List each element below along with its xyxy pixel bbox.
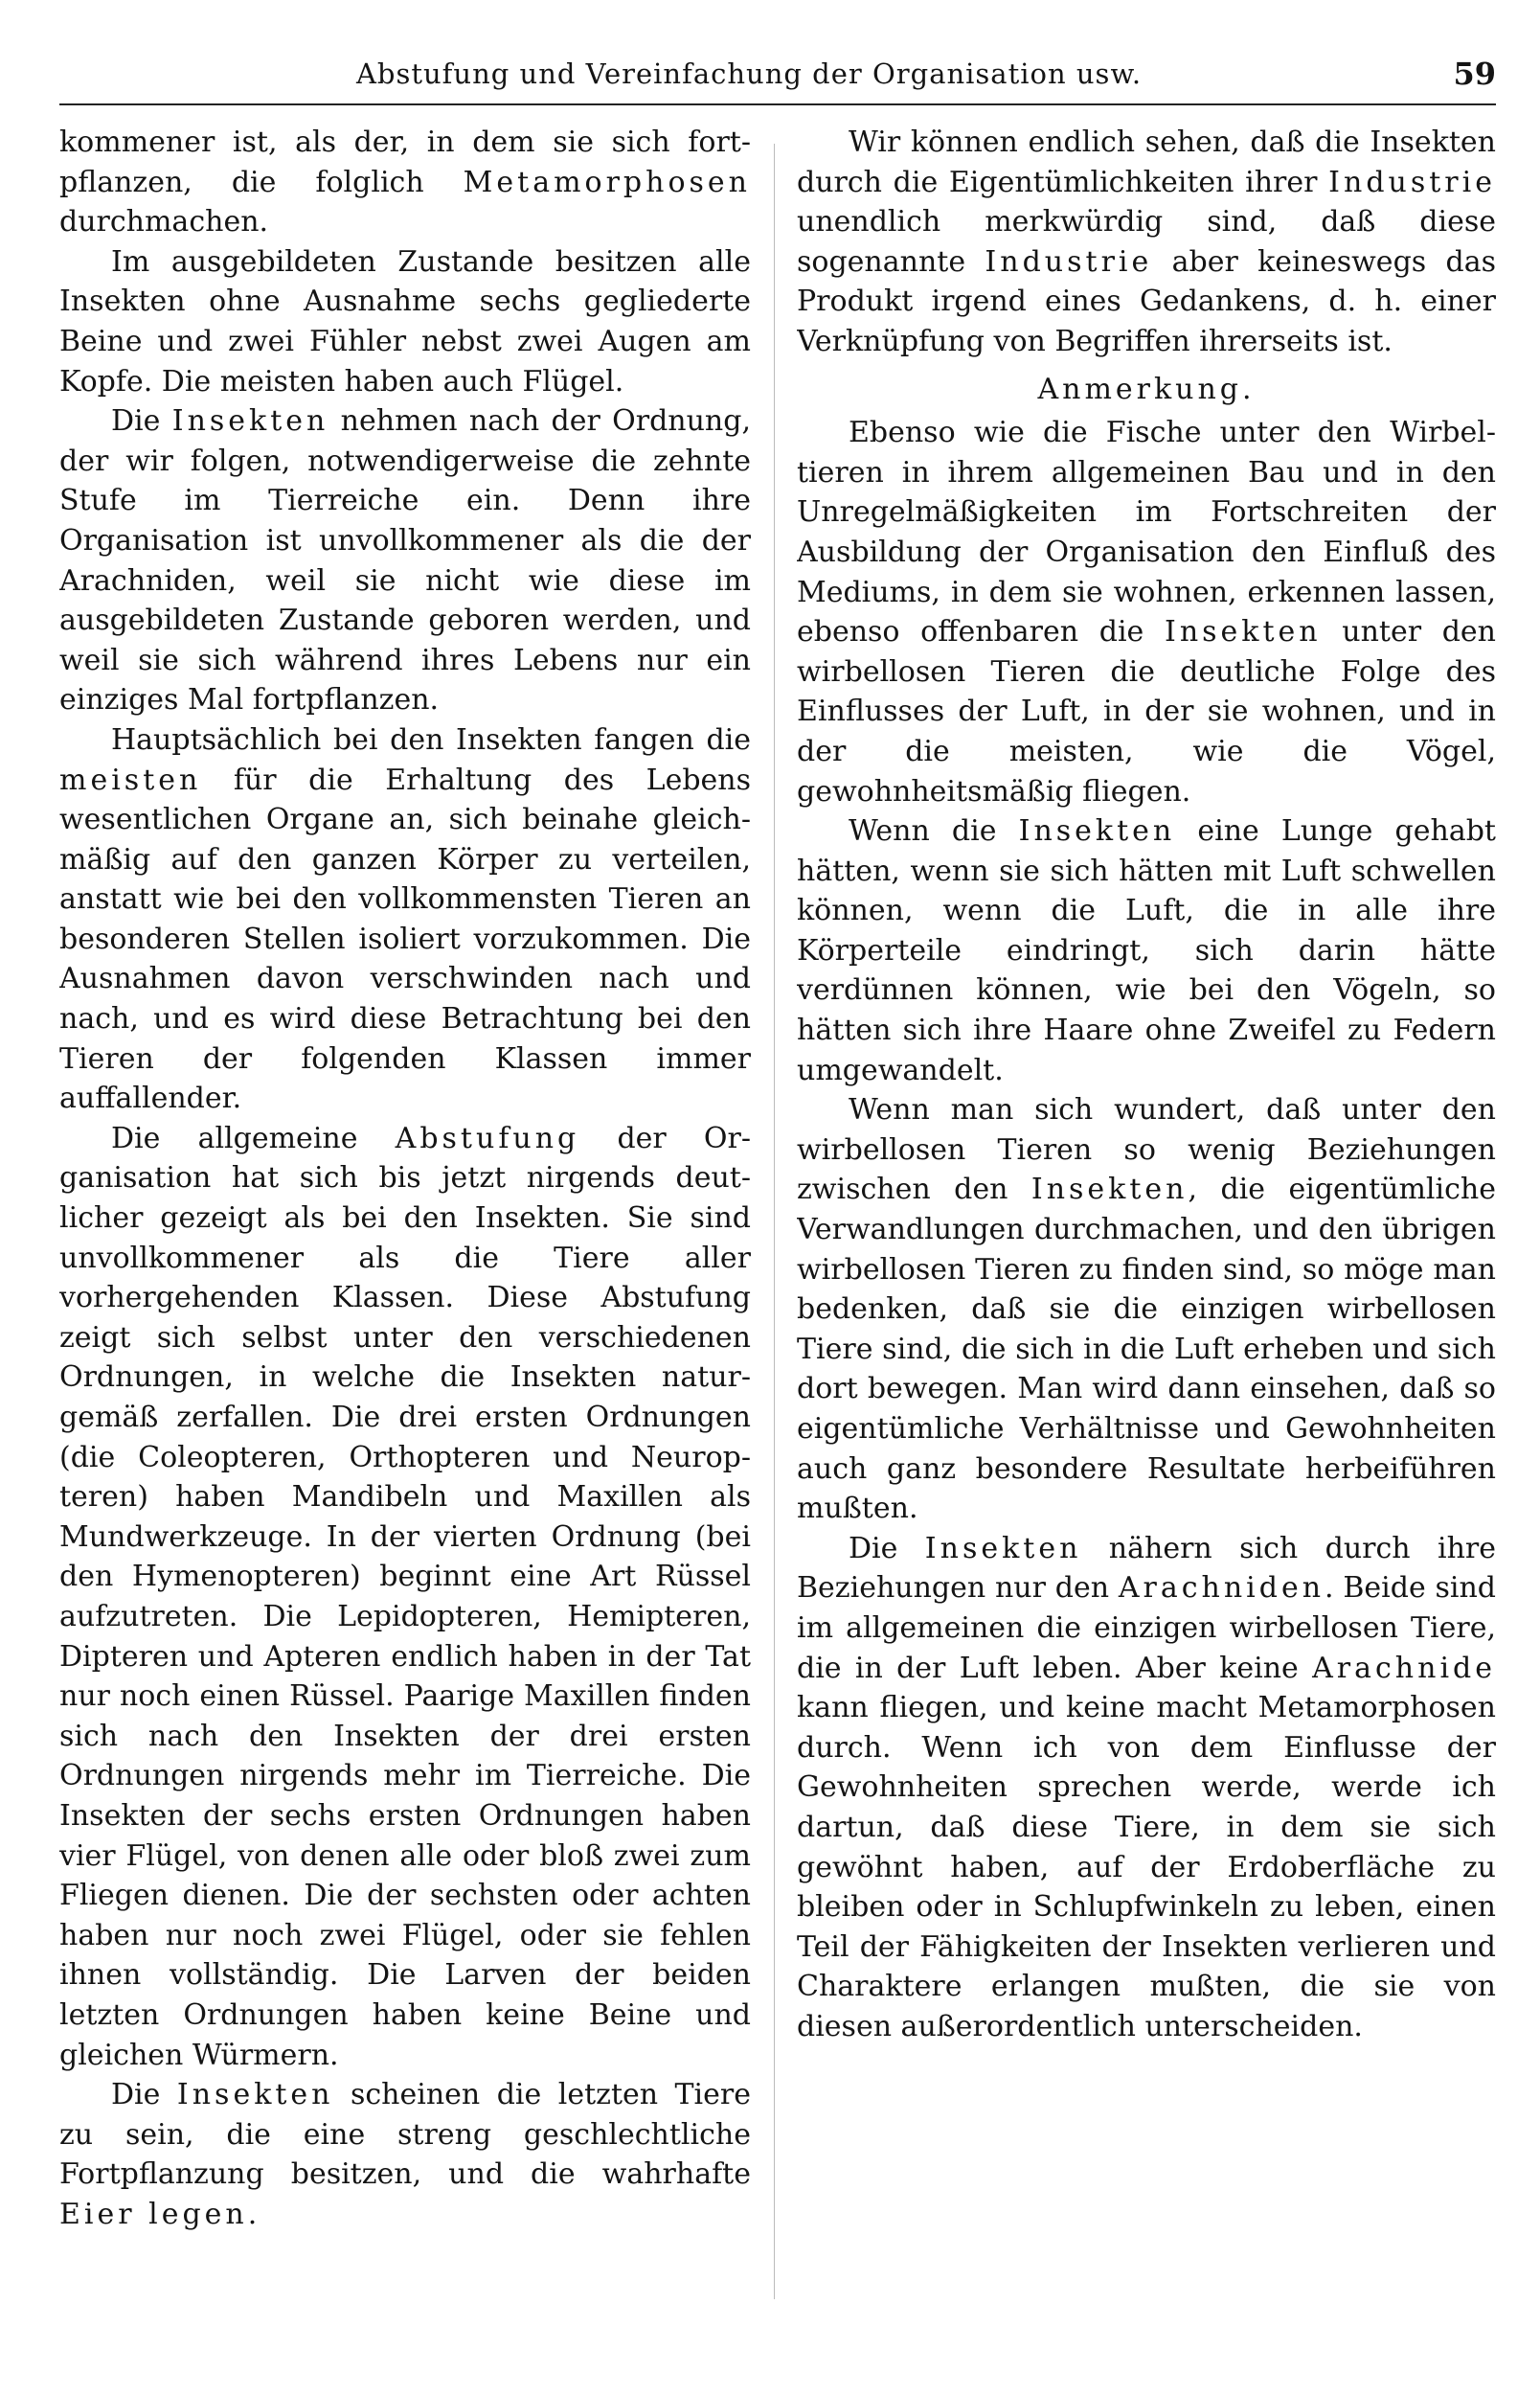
text-run: kann fliegen, und keine macht Metamorphosen durch. Wenn ich von dem Einflusse der Gewohnheiten sprechen werde, werde ich dartun, daß diese Tiere, in dem sie sich gewöhnt haben, auf der Erdoberfläche zu bleiben oder in Schlupfwinkeln zu leben, einen Teil der Fähigkeiten der Insekten verlieren und Charaktere erlangen mußten, die sie von diesen außerordentlich unterscheiden. (797, 1691, 1496, 2043)
paragraph (59, 123, 751, 242)
text-run: kommener ist, als der, in dem sie sich fortpflanzen, die folglich (59, 125, 751, 199)
text-run: Wir können endlich sehen, daß die Insekten durch die Eigentümlichkeiten ihrer (797, 125, 1496, 199)
text-run: Die (111, 404, 172, 439)
paragraph (797, 1090, 1496, 1529)
text-run: Die (111, 2078, 177, 2112)
text-run: . (247, 2197, 258, 2231)
paragraph (797, 811, 1496, 1090)
text-run: , die eigentümliche Verwandlungen durchmachen, und den übrigen wirbellosen Tieren zu finden sind, so möge man bedenken, daß sie die einzigen wirbellosen Tiere sind, die sich in die Luft erheben und sich dort bewegen. Man wird dann einsehen, daß so eigentümliche Verhältnisse und Gewohnheiten auch ganz besondere Resultate herbeiführen mußten. (797, 1173, 1496, 1526)
spaced-term: Insekten (1164, 615, 1322, 650)
spaced-term: Insekten (176, 2078, 334, 2112)
text-run: nähern sich durch ihre Beziehungen nur den (797, 1531, 1496, 1606)
spaced-term: Insekten (924, 1531, 1082, 1565)
column-divider (774, 144, 775, 2299)
page-header (59, 53, 1496, 101)
paragraph (59, 401, 751, 720)
text-run: Wenn man sich wundert, daß unter den wirbellosen Tieren so wenig Beziehungen zwischen den (797, 1093, 1496, 1207)
spaced-term: Metamorphosen (463, 165, 751, 199)
text-run: Ebenso wie die Fische unter den Wirbeltieren in ihrem allgemeinen Bau und in den Unregelmäßigkeiten im Fortschreiten der Ausbildung der Organisation den Einfluß des Mediums, in dem sie wohnen, erkennen lassen, ebenso offenbaren die (797, 416, 1496, 650)
header-rule (59, 103, 1496, 105)
spaced-term: Industrie (1328, 165, 1496, 199)
text-run: nehmen nach der Ordnung, der wir folgen, notwendigerweise die zehnte Stufe im Tierreiche ein. Denn ihre Organisation ist unvollkommener als die der Arachniden, weil sie nicht wie diese im ausgebildeten Zustande geboren werden, und weil sie sich während ihres Lebens nur ein einziges Mal fortpflanzen. (59, 404, 751, 718)
spaced-term: Arachniden (1118, 1571, 1325, 1606)
paragraph (59, 720, 751, 1119)
spaced-term: Insekten (1018, 814, 1176, 849)
spaced-term: Arachnide (1312, 1651, 1496, 1685)
paragraph (797, 413, 1496, 811)
left-column (59, 123, 751, 2355)
paragraph: Im ausgebildeten Zustande besitzen alle Insekten ohne Ausnahme sechs gegliederte Beine und zwei Fühler nebst zwei Augen am Kopfe. Die meisten haben auch Flügel. (59, 244, 751, 399)
text-run: scheinen die letzten Tiere zu sein, die eine streng geschlechtliche Fortpflanzung besitzen, und die wahrhafte (59, 2078, 751, 2192)
text-run: durchmachen. (59, 205, 269, 240)
running-title: Abstufung und Vereinfachung der Organisation usw. (355, 57, 1143, 90)
section-heading: Anmerkung. (1037, 372, 1256, 406)
text-run: Wenn die (849, 814, 1019, 849)
text-run: . Beide sind im allgemeinen die einzigen wirbellosen Tiere, die in der Luft leben. Aber keine (797, 1571, 1496, 1685)
paragraph (59, 1119, 751, 2075)
spaced-term: Industrie (985, 244, 1153, 279)
text-run: unter den wirbellosen Tieren die deutliche Folge des Einflusses der Luft, in der sie wohnen, und in der die meisten, wie die Vögel, gewohnheitsmäßig fliegen. (797, 615, 1496, 809)
paragraph (797, 1529, 1496, 2047)
right-column (797, 123, 1496, 2355)
spaced-term: Insekten (171, 404, 329, 439)
text-run: Hauptsächlich bei den Insekten fangen die (111, 722, 751, 757)
text-run: aber keineswegs das Produkt irgend eines Gedankens, d. h. einer Verknüpfung von Begriffen ihrerseits ist. (797, 244, 1496, 358)
text-run: unendlich merkwürdig sind, daß diese sogenannte (797, 205, 1496, 279)
paragraph (59, 2075, 751, 2234)
spaced-term: Abstufung (395, 1121, 580, 1155)
text-run: Die (849, 1531, 925, 1565)
page-number: 59 (1453, 56, 1496, 92)
text-run: der Organisation hat sich bis jetzt nirgends deutlicher gezeigt als bei den Insekten. Sie sind unvollkommener als die Tiere aller vorhergehenden Klassen. Diese Abstufung zeigt sich selbst unter den verschiedenen Ordnungen, in welche die Insekten naturgemäß zerfallen. Die drei ersten Ordnungen (die Coleopteren, Orthopteren und Neuropteren) haben Mandibeln und Maxillen als Mundwerkzeuge. In der vierten Ordnung (bei den Hymenopteren) beginnt eine Art Rüssel aufzutreten. Die Lepidopteren, Hemipteren, Dipteren und Apteren endlich haben in der Tat nur noch einen Rüssel. Paarige Maxillen finden sich nach den Insekten der drei ersten Ordnungen nirgends mehr im Tierreiche. Die Insekten der sechs ersten Ordnungen haben vier Flügel, von denen alle oder bloß zwei zum Fliegen dienen. Die der sechsten oder achten haben nur noch zwei Flügel, oder sie fehlen ihnen vollständig. Die Larven der beiden letzten Ordnungen haben keine Beine und gleichen Würmern. (59, 1121, 751, 2072)
spaced-term: Eier legen (59, 2197, 248, 2231)
text-run: Die allgemeine (111, 1121, 396, 1155)
spaced-term: meisten (59, 763, 202, 797)
text-run: für die Erhaltung des Lebens wesentlichen Organe an, sich beinahe gleichmäßig auf den ganzen Körper zu verteilen, anstatt wie bei den vollkommensten Tieren an besonderen Stellen isoliert vorzukommen. Die Ausnahmen davon verschwinden nach und nach, und es wird diese Betrachtung bei den Tieren der folgenden Klassen immer auffallender. (59, 763, 751, 1116)
paragraph (797, 123, 1496, 362)
text-run: eine Lunge gehabt hätten, wenn sie sich hätten mit Luft schwellen können, wenn die Luft, die in alle ihre Körperteile eindringt, sich darin hätte verdünnen können, wie bei den Vögeln, so hätten sich ihre Haare ohne Zweifel zu Federn umgewandelt. (797, 814, 1496, 1087)
spaced-term: Insekten (1030, 1173, 1189, 1207)
